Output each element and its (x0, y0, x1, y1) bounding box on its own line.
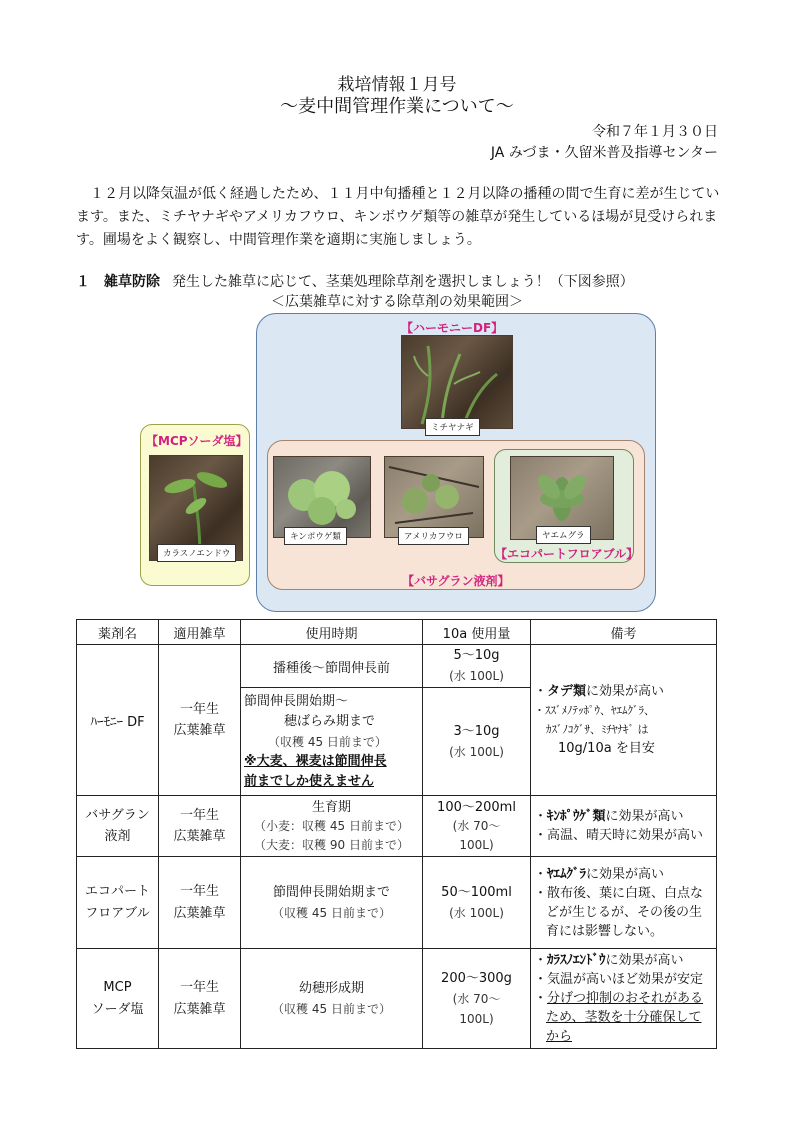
michiyanagi-photo (401, 335, 513, 429)
note-item: ・分げつ抑制のおそれがあるため、茎数を十分確保してから (534, 991, 704, 1044)
note-bold: ｶﾗｽﾉｴﾝﾄﾞｳ (547, 953, 606, 968)
drug-mcp (77, 949, 159, 1049)
issue-date: 令和７年１月３０日 (592, 124, 718, 140)
amount-line: (水 70～ (452, 818, 501, 833)
warning-line: ※大麦、裸麦は節間伸長 (244, 753, 387, 769)
note-item (534, 701, 713, 720)
kinbouge-plant-icon (274, 457, 370, 537)
ecopart-label: 【エコパートフロアブル】 (495, 547, 639, 561)
note-text: 分げつ抑制のおそれがあるため、茎数を十分確保してから (546, 991, 704, 1044)
weed-tag-americafuuro: アメリカフウロ (398, 527, 469, 545)
note-text: ・ｽｽﾞﾒﾉﾃｯﾎﾟｳ、ﾔｴﾑｸﾞﾗ、 (534, 704, 655, 717)
intro-paragraph (76, 183, 720, 252)
drug-line: エコパート (84, 883, 150, 899)
table-row (77, 949, 717, 1049)
weeds-line: 一年生 (179, 979, 219, 995)
section-heading: 雑草防除 (104, 274, 160, 290)
amount-line: 3～10g (453, 723, 500, 739)
weeds-basagran (159, 796, 241, 857)
table-row (77, 796, 717, 857)
page-subtitle: ～麦中間管理作業について～ (280, 96, 514, 117)
michiyanagi-plant-icon (402, 336, 512, 428)
timing-line: 幼穂形成期 (298, 980, 364, 996)
notes-ecopart (531, 857, 717, 949)
note-item: ・ﾔｴﾑｸﾞﾗに効果が高い (534, 866, 665, 882)
amount-line: 50～100ml (441, 884, 512, 900)
amount-harmony-b (423, 688, 531, 796)
amount-line: (水 70～ (452, 991, 501, 1006)
timing-line: （小麦：収穫 45 日前まで） (254, 818, 409, 833)
timing-line: 生育期 (311, 799, 351, 815)
note-item: ・ｶﾗｽﾉｴﾝﾄﾞｳに効果が高い (534, 953, 684, 968)
table-row (77, 645, 717, 688)
weed-tag-yaemugura: ヤエムグラ (536, 526, 591, 544)
weeds-line: 広葉雑草 (173, 829, 226, 844)
timing-mcp (241, 949, 423, 1049)
timing-harmony-a: 播種後～節間伸長前 (241, 645, 423, 688)
americafuuro-plant-icon (385, 457, 483, 537)
table-row (77, 857, 717, 949)
amount-basagran (423, 796, 531, 857)
amount-line: (水 100L) (449, 744, 504, 759)
note-text: に効果が高い (605, 809, 684, 824)
note-item (534, 739, 713, 758)
basagran-label: 【バサグラン液剤】 (402, 574, 510, 588)
warning-line: 前までしか使えません (244, 773, 375, 789)
timing-line: 節間伸長開始期まで (272, 884, 390, 900)
drug-line: MCP (103, 979, 132, 995)
timing-line: （収穫 45 日前まで） (268, 734, 387, 749)
drug-ecopart (77, 857, 159, 949)
kinbouge-photo (273, 456, 371, 538)
drug-line: 液剤 (104, 829, 131, 844)
note-item: ・気温が高いほど効果が安定 (534, 972, 704, 987)
weeds-line: 広葉雑草 (173, 1001, 226, 1017)
weeds-mcp (159, 949, 241, 1049)
weed-tag-kinbouge: キンポウゲ類 (284, 527, 347, 545)
figure-caption: ＜広葉雑草に対する除草剤の効果範囲＞ (271, 294, 523, 310)
intro-text: １２月以降気温が低く経過したため、１１月中旬播種と１２月以降の播種の間で生育に差が生じています。また、ミチヤナギやアメリカフウロ、キンボウゲ類等の雑草が発生しているほ場が見受けられます。圃場をよく観察し、中間管理作業を適期に実施しましょう。 (76, 186, 720, 248)
note-item: ・ｷﾝﾎﾟｳｹﾞ類に効果が高い (534, 809, 684, 824)
weeds-ecopart (159, 857, 241, 949)
amount-line: 100～200ml (437, 799, 516, 815)
notes-basagran (531, 796, 717, 857)
drug-line: フロアブル (85, 905, 150, 921)
weeds-line: 一年生 (179, 702, 219, 717)
mcp-label: 【MCPソーダ塩】 (146, 434, 248, 448)
weeds-line: 広葉雑草 (173, 905, 226, 921)
note-text: 散布後、葉に白斑、白点などが生じるが、その後の生育には影響しない。 (546, 885, 704, 939)
timing-line: 節間伸長開始期～ (244, 693, 349, 709)
drug-line: バサグラン (85, 808, 150, 823)
weeds-line: 一年生 (179, 883, 219, 899)
drug-basagran (77, 796, 159, 857)
amount-line: 5～10g (453, 648, 500, 663)
header-timing: 使用時期 (241, 620, 423, 645)
timing-line: 穂ばらみ期まで (284, 713, 376, 729)
herbicide-table (76, 619, 717, 1049)
page-title: 栽培情報１月号 (337, 75, 457, 95)
note-bold: ｷﾝﾎﾟｳｹﾞ類 (547, 809, 606, 824)
drug-line: ソーダ塩 (91, 1001, 144, 1017)
weeds-harmony (159, 645, 241, 796)
americafuuro-photo (384, 456, 484, 538)
weed-tag-karasunoendou: カラスノエンドウ (157, 544, 236, 562)
note-text: に効果が高い (586, 866, 665, 882)
note-item: ・タデ類に効果が高い (534, 684, 665, 699)
weed-tag-michiyanagi: ミチヤナギ (425, 418, 480, 436)
section-text: 発生した雑草に応じて、茎葉処理除草剤を選択しましょう！（下図参照） (172, 274, 634, 290)
table-header-row (77, 620, 717, 645)
amount-line: (水 100L) (449, 669, 504, 683)
amount-line: 200～300g (441, 970, 512, 986)
weeds-line: 一年生 (179, 808, 219, 823)
note-bold: ﾔｴﾑｸﾞﾗ (547, 866, 587, 882)
note-text: に効果が高い (605, 953, 684, 968)
amount-line: 100L) (459, 837, 494, 852)
timing-line: （収穫 45 日前まで） (272, 1001, 391, 1016)
note-text: 高温、晴天時に効果が高い (547, 828, 704, 843)
note-text: 10g/10a を目安 (558, 741, 655, 756)
note-text: 気温が高いほど効果が安定 (547, 972, 704, 987)
amount-line: 100L) (459, 1011, 494, 1026)
header-weeds: 適用雑草 (159, 620, 241, 645)
note-item: ・高温、晴天時に効果が高い (534, 828, 704, 843)
note-text: に効果が高い (586, 684, 665, 699)
amount-line: (水 100L) (449, 905, 504, 920)
note-item (534, 720, 713, 739)
notes-mcp (531, 949, 717, 1049)
organization: JA みづま・久留米普及指導センター (490, 145, 718, 161)
weeds-line: 広葉雑草 (173, 723, 226, 738)
timing-ecopart (241, 857, 423, 949)
timing-basagran (241, 796, 423, 857)
amount-mcp (423, 949, 531, 1049)
section-number: １ (76, 274, 90, 290)
header-drug: 薬剤名 (77, 620, 159, 645)
amount-ecopart (423, 857, 531, 949)
timing-harmony-b (241, 688, 423, 796)
harmony-label: 【ハーモニーDF】 (401, 321, 504, 335)
timing-line: （大麦：収穫 90 日前まで） (254, 837, 409, 852)
timing-line: （収穫 45 日前まで） (272, 905, 391, 920)
section-weed-control (76, 271, 634, 291)
notes-harmony (531, 645, 717, 796)
amount-harmony-a (423, 645, 531, 688)
note-bold: タデ類 (547, 684, 587, 699)
header-notes: 備考 (531, 620, 717, 645)
note-text: ｶｽﾞﾉｺｸﾞｻ、ﾐﾁﾔﾅｷﾞ は (546, 723, 649, 736)
header-amount: 10a 使用量 (423, 620, 531, 645)
drug-harmony: ﾊｰﾓﾆｰ DF (77, 645, 159, 796)
note-item: ・散布後、葉に白斑、白点などが生じるが、その後の生育には影響しない。 (534, 885, 704, 939)
